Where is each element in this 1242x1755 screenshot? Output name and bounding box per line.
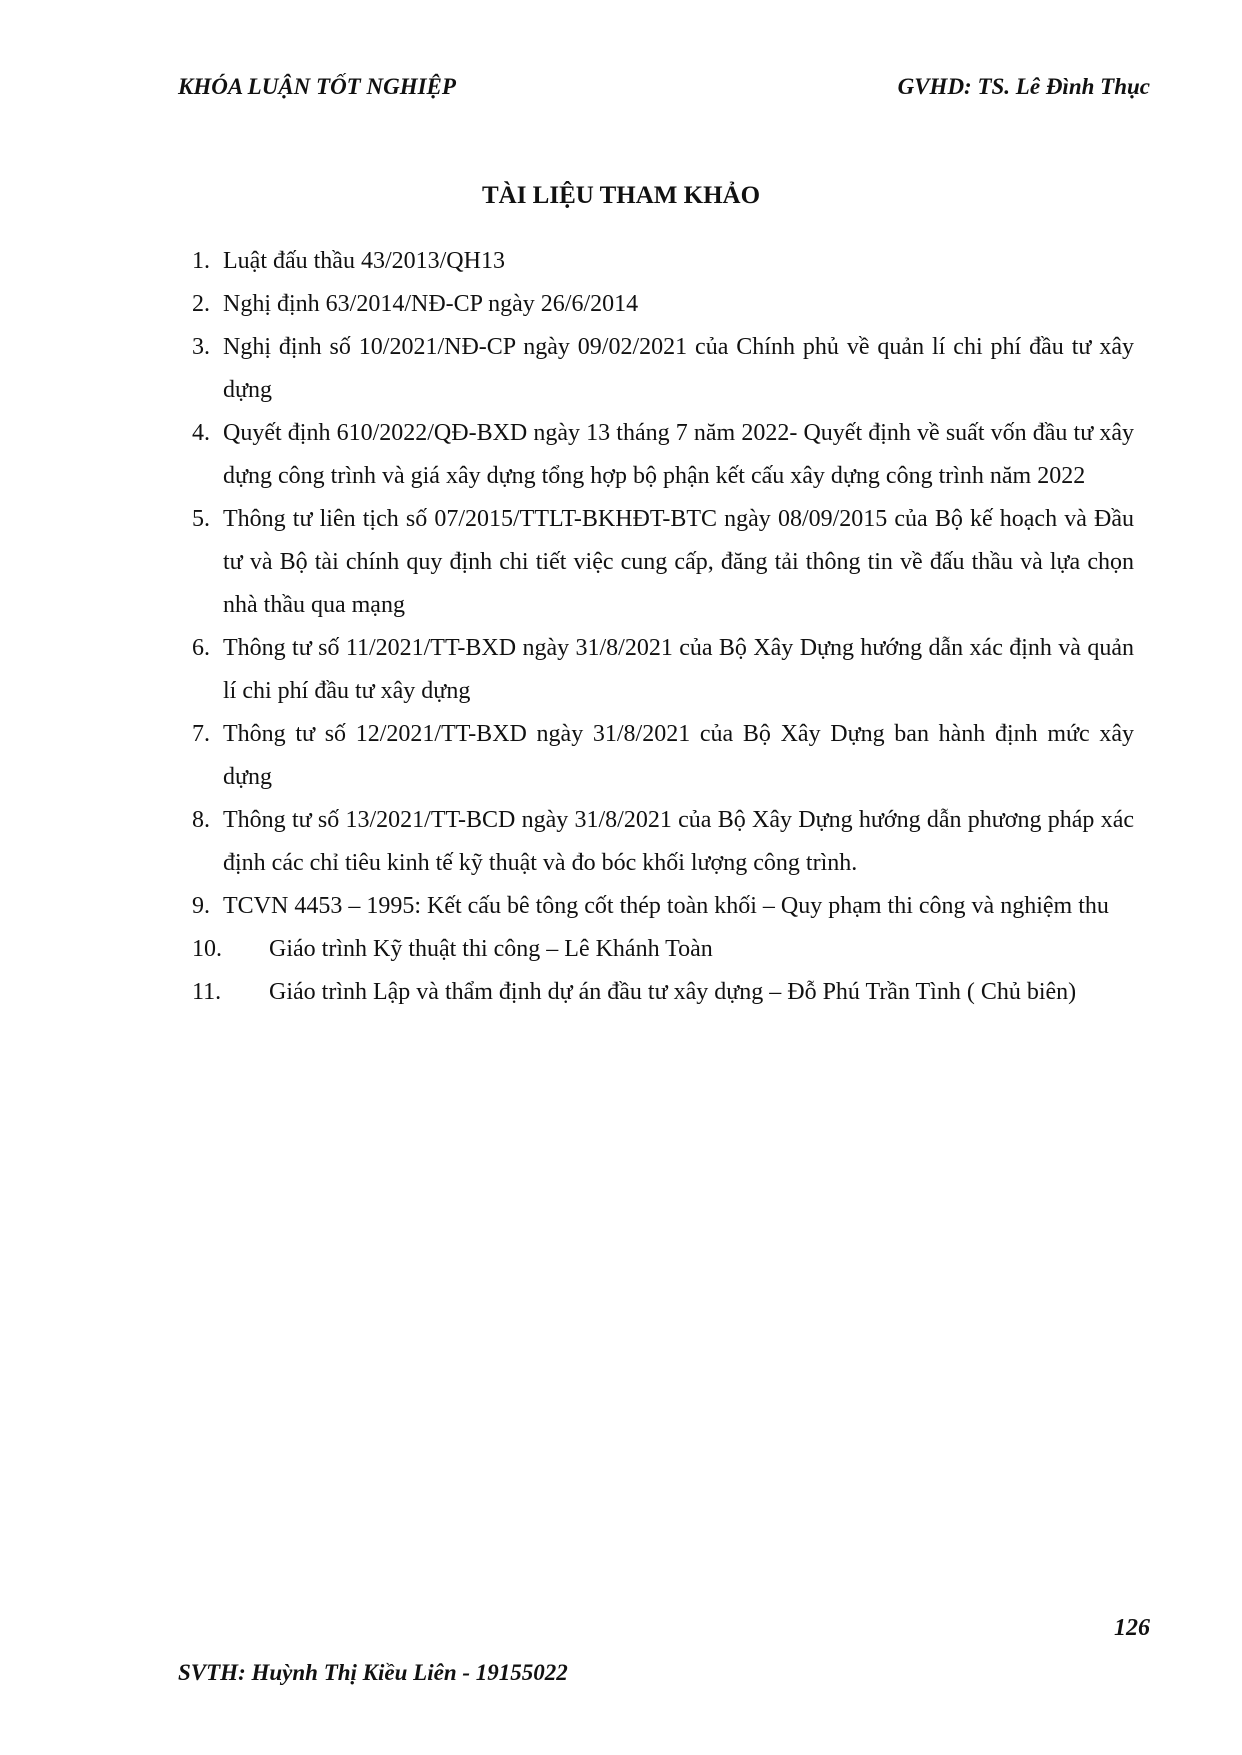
reference-text: Nghị định 63/2014/NĐ-CP ngày 26/6/2014 [223, 291, 639, 317]
reference-item [192, 283, 1134, 326]
reference-number: 5. [192, 506, 210, 532]
reference-list [192, 240, 1134, 1014]
reference-number: 10. [192, 936, 222, 962]
reference-text: Luật đấu thầu 43/2013/QH13 [223, 248, 505, 274]
reference-text: Thông tư số 11/2021/TT-BXD ngày 31/8/2021 của Bộ Xây Dựng hướng dẫn xác định và quản lí chi phí đầu tư xây dựng [223, 635, 1134, 704]
reference-item [192, 713, 1134, 799]
reference-number: 11. [192, 979, 222, 1005]
reference-text: Thông tư liên tịch số 07/2015/TTLT-BKHĐT-BTC ngày 08/09/2015 của Bộ kế hoạch và Đầu tư và Bộ tài chính quy định chi tiết việc cung cấp, đăng tải thông tin về đấu thầu và lựa chọn nhà thầu qua mạng [223, 506, 1134, 618]
reference-item [192, 412, 1134, 498]
header-thesis-label: KHÓA LUẬN TỐT NGHIỆP [178, 74, 456, 99]
page-footer: SVTH: Huỳnh Thị Kiều Liên - 19155022 [178, 1660, 568, 1685]
reference-item [192, 240, 1134, 283]
reference-text: Thông tư số 13/2021/TT-BCD ngày 31/8/2021 của Bộ Xây Dựng hướng dẫn phương pháp xác định các chỉ tiêu kinh tế kỹ thuật và đo bóc khối lượng công trình. [223, 807, 1134, 876]
reference-item [192, 799, 1134, 885]
reference-number: 2. [192, 291, 210, 317]
reference-number: 8. [192, 807, 210, 833]
reference-number: 4. [192, 420, 210, 446]
page-header [178, 74, 1150, 110]
reference-number: 7. [192, 721, 210, 747]
reference-item [192, 885, 1134, 928]
reference-item [192, 326, 1134, 412]
reference-text: Quyết định 610/2022/QĐ-BXD ngày 13 tháng 7 năm 2022- Quyết định về suất vốn đầu tư xây dựng công trình và giá xây dựng tổng hợp bộ phận kết cấu xây dựng công trình năm 2022 [223, 420, 1134, 489]
reference-number: 1. [192, 248, 210, 274]
page-title: TÀI LIỆU THAM KHẢO [481, 182, 761, 209]
reference-number: 9. [192, 893, 210, 919]
reference-text: Giáo trình Lập và thẩm định dự án đầu tư xây dựng – Đỗ Phú Trần Tình ( Chủ biên) [269, 979, 1077, 1005]
reference-item [192, 498, 1134, 627]
reference-text: Thông tư số 12/2021/TT-BXD ngày 31/8/2021 của Bộ Xây Dựng ban hành định mức xây dựng [223, 721, 1134, 790]
reference-text: Giáo trình Kỹ thuật thi công – Lê Khánh Toàn [269, 936, 713, 962]
page-number: 126 [1114, 1615, 1150, 1641]
reference-item [192, 627, 1134, 713]
reference-number: 6. [192, 635, 210, 661]
reference-text: Nghị định số 10/2021/NĐ-CP ngày 09/02/2021 của Chính phủ về quản lí chi phí đầu tư xây dựng [223, 334, 1134, 403]
reference-item [192, 971, 1134, 1014]
reference-text: TCVN 4453 – 1995: Kết cấu bê tông cốt thép toàn khối – Quy phạm thi công và nghiệm thu [223, 893, 1109, 919]
reference-number: 3. [192, 334, 210, 360]
reference-item [192, 928, 1134, 971]
header-advisor: GVHD: TS. Lê Đình Thục [897, 74, 1150, 99]
